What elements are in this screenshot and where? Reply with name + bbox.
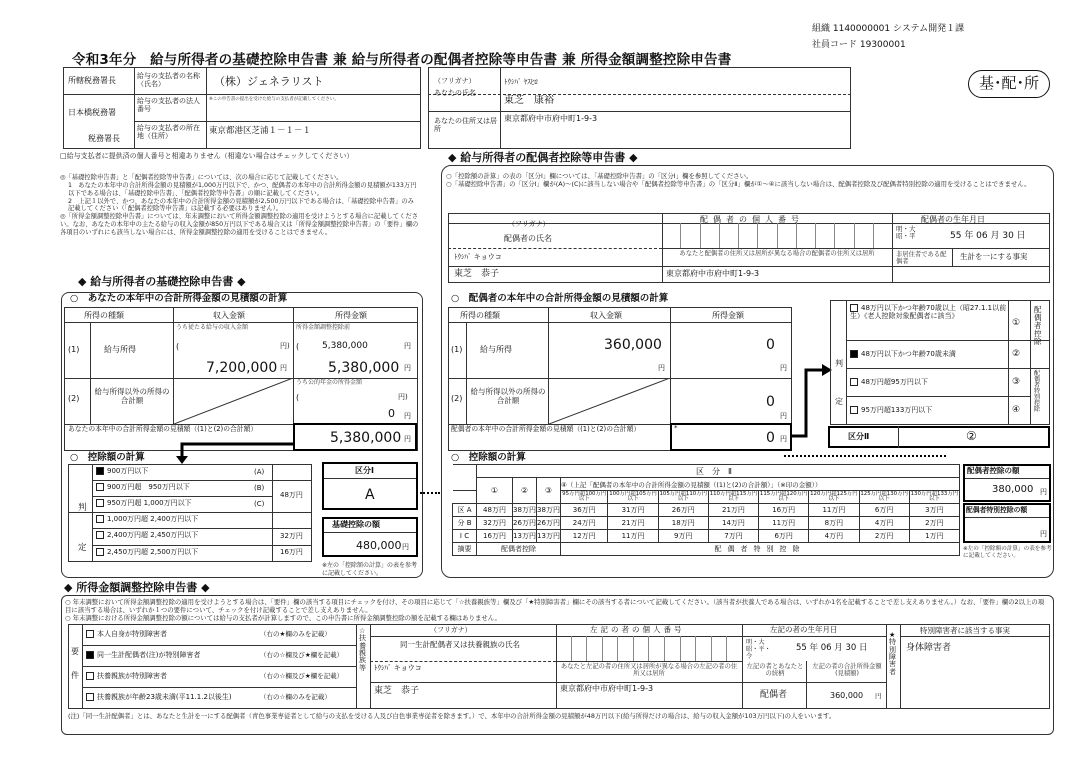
basic-notes: ◎「基礎控除申告書」と「配偶者控除等申告書」については、次の場合に応じて記載してください。 1 あなたの本年中の合計所得金額の見積額が1,000万円以下で、かつ、配偶者の本年中の合計所得金額の見積額が133万円以下である場合は、「基礎控除申告書」、「配偶者控除等申告書」の順に記載してください。 2 上記１以外で、かつ、あなたの本年中の合計所得金額の見積額が2,500万円以下である場合は、「基礎控除申告書」のみ記載してください（「配偶者控除等申告書」は記載する必要はありません）。 ◎「所得金額調整控除申告書」については、年末調整において所得金額調整控除の適用を受けようとする場合に記載してください。なお、あなたの本年中の主たる給与の収入金額が850万円以下である場合又は「所得金額調整控除申告書」の「要件」欄の各項目のいずれにも該当しない場合には、所得金額調整控除の適用を受けることはできません。: [60, 174, 419, 237]
payer-name[interactable]: （株）ジェネラリスト: [214, 75, 324, 88]
spouse-salary-amount[interactable]: 0: [766, 337, 775, 353]
employee-furigana[interactable]: ﾄｳｼﾊﾞ ﾔｽﾋﾛ: [504, 78, 538, 86]
org-code: 組織 1140000001 システム開発１課: [812, 24, 965, 34]
employee-address[interactable]: 東京都府中市府中町1-9-3: [504, 114, 598, 123]
spouse-salary-income[interactable]: 360,000: [604, 337, 662, 353]
spouse-furigana[interactable]: ﾄｳｼﾊﾞ キョウコ: [454, 253, 502, 261]
dependent-birthdate[interactable]: 55 年 06 月 30 日: [796, 643, 868, 653]
payer-address[interactable]: 東京都港区芝浦１－１－１: [209, 126, 312, 136]
spouse-deduction-table: 区分Ⅱ ① ② ③ ④（上記「配偶者の本年中の合計所得金額の見積額（(1)と(2)の合計額）」（※印の金額）） 95万円超100万円以下 100万円超105万円以下 105万円超110万円以下 110万円超115万円以下 115万円超120万円以下 120万円超125万円以下 125万円超130万円以下 130万円超133万円以下 区 A 48万円 38万円 38万円 36万円 31万円 26万円 21万円 16万円 11万円 6万円 3万円 分 B 32万円 26万円 26万円 24万円 21万円 18万円 14万円 11万円 8万円 4万円 2万円 Ⅰ C 16万円 13万円 13万円 12万円 11万円 9万円 7万円 6万円 4万円 2万円 1万円 摘要 配偶者控除 配偶者特別控除: [452, 464, 960, 556]
basic-total[interactable]: 5,380,000: [330, 430, 402, 446]
employee-name[interactable]: 東芝 康裕: [504, 95, 554, 106]
dependent-furigana[interactable]: ﾄｳｼﾊﾞ キョウコ: [374, 664, 422, 672]
spouse-address[interactable]: 東京都府中市府中町1-9-3: [666, 269, 760, 278]
adjustment-section-title: ◆ 所得金額調整控除申告書 ◆: [64, 581, 210, 594]
employee-code: 社員コード 19300001: [812, 40, 906, 50]
tax-office-name: 日本橋税務署: [68, 108, 116, 117]
spouse-section-title: ◆ 給与所得者の配偶者控除等申告書 ◆: [448, 151, 638, 164]
dependent-name[interactable]: 東芝 恭子: [374, 686, 420, 696]
page-title: 令和3年分 給与所得者の基礎控除申告書 兼 給与所得者の配偶者控除等申告書 兼 所得金額調整控除申告書: [72, 52, 732, 68]
privacy-check[interactable]: □給与支払者に提供済の個人番号と相違ありません（相違ない場合はチェックしてください）: [60, 152, 354, 160]
kubun1-value[interactable]: A: [365, 487, 375, 503]
spouse-name[interactable]: 東芝 恭子: [454, 269, 500, 279]
dependent-income[interactable]: 360,000: [830, 691, 864, 700]
dependent-address[interactable]: 東京都府中市府中町1-9-3: [560, 684, 654, 693]
basic-section-title: ◆ 給与所得者の基礎控除申告書 ◆: [78, 275, 246, 288]
spouse-birthdate[interactable]: 55 年 06 月 30 日: [950, 231, 1026, 241]
basic-salary-income[interactable]: 7,200,000: [206, 360, 278, 376]
basic-deduction[interactable]: 480,000: [356, 539, 402, 552]
dependent-relation[interactable]: 配偶者: [760, 690, 788, 700]
dependent-mynumber[interactable]: [556, 636, 742, 661]
kubun2-value[interactable]: ②: [966, 429, 977, 443]
employee-box: [428, 67, 851, 149]
spouse-mynumber[interactable]: [662, 223, 892, 248]
disability-fact[interactable]: 身体障害者: [906, 643, 952, 653]
basic-salary-amount[interactable]: 5,380,000: [328, 360, 400, 376]
spouse-total[interactable]: 0: [766, 430, 775, 446]
form-type-badge: 基･配･所: [968, 70, 1050, 98]
spouse-deduction[interactable]: 380,000: [992, 484, 1034, 495]
